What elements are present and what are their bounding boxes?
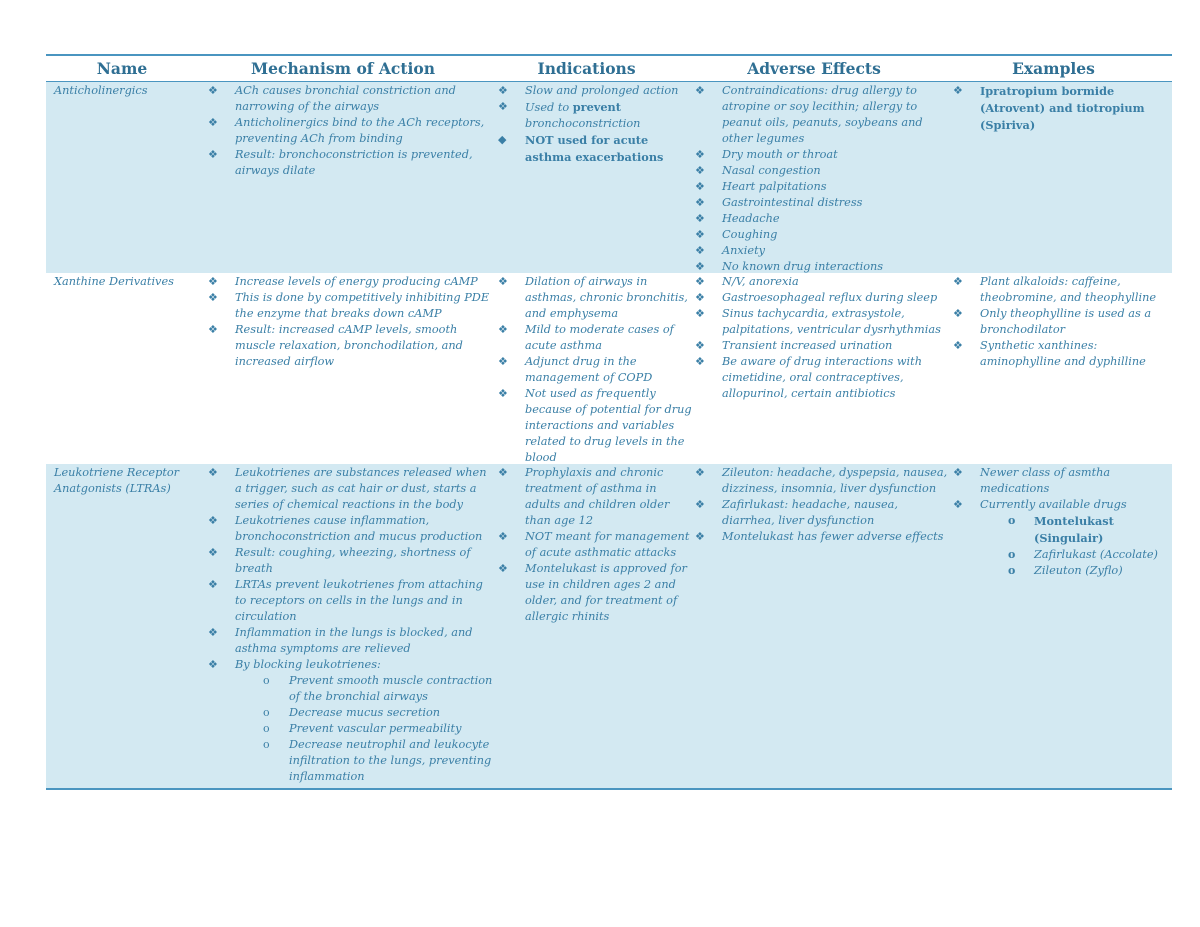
item-text: Leukotrienes cause inflammation, bronchoconstriction and mucus production [235,514,483,543]
item-text: Dry mouth or throat [722,148,838,161]
bullet-icon: ❖ [498,466,508,479]
item-text: Not used as frequently because of potential for drug interactions and variables related to drug levels in the blood [525,387,692,464]
sub-bullet-icon: o [1008,514,1016,527]
item-text: This is done by competitively inhibiting PDE the enzyme that breaks down cAMP [235,291,490,320]
list-item [693,306,951,338]
item-text: Nasal congestion [722,164,821,177]
bullet-icon: ❖ [695,307,705,320]
item-text: Be aware of drug interactions with cimetidine, oral contraceptives, allopurinol, certain antibiotics [722,355,922,400]
list-item [206,83,496,115]
list-item [496,83,693,99]
list-item [951,338,1172,370]
indications-cell [496,273,693,464]
item-text: Result: coughing, wheezing, shortness of breath [235,546,471,575]
list-item [951,306,1172,338]
item-text: Zafirlukast: headache, nausea, diarrhea, liver dysfunction [722,498,898,527]
list-item [951,497,1172,513]
item-text: Adjunct drug in the management of COPD [525,355,653,384]
item-text: Coughing [722,228,778,241]
list-item [693,147,951,163]
list-item [206,545,496,577]
item-text: Leukotrienes are substances released when a trigger, such as cat hair or dust, starts a series of chemical reactions in the body [235,466,487,511]
header-name: Name [96,59,148,78]
list-item [496,386,693,466]
list-item [206,577,496,625]
header-indications: Indications [537,59,636,78]
list-item [206,322,496,370]
bullet-icon: ❖ [208,84,218,97]
bullet-icon: ❖ [695,530,705,543]
sub-list-item [206,737,496,785]
indications-cell [496,82,693,273]
sub-list-item [951,563,1172,579]
item-text: Headache [722,212,780,225]
item-text: Sinus tachycardia, extrasystole, palpitations, ventricular dysrhythmias [722,307,941,336]
list-item [693,227,951,243]
item-text: Used to [525,101,573,114]
header-mechanism: Mechanism of Action [251,59,435,78]
item-text: LRTAs prevent leukotrienes from attaching to receptors on cells in the lungs and in circulation [235,578,483,623]
list-item [693,274,951,290]
list-item [206,274,496,290]
item-text: Contraindications: drug allergy to atropine or soy lecithin; allergy to peanut oils, peanuts, soybeans and other legumes [722,84,923,145]
sub-list-item [206,673,496,705]
list-item [693,497,951,529]
item-text: N/V, anorexia [722,275,799,288]
bullet-icon: ❖ [208,514,218,527]
item-text: Decrease neutrophil and leukocyte infiltration to the lungs, preventing inflammation [289,738,492,783]
bullet-icon: ❖ [695,164,705,177]
bullet-icon: ❖ [953,84,963,97]
list-item [693,338,951,354]
item-text: NOT meant for management of acute asthmatic attacks [525,530,690,559]
list-item [496,274,693,322]
bullet-icon: ❖ [498,84,508,97]
bullet-icon: ❖ [953,275,963,288]
item-text: Zileuton (Zyflo) [1034,564,1123,577]
item-text: Prevent vascular permeability [289,722,462,735]
list-item [206,290,496,322]
header-adverse-effects: Adverse Effects [747,59,881,78]
item-text: Increase levels of energy producing cAMP [235,275,478,288]
list-item [496,465,693,529]
bullet-icon: ❖ [695,466,705,479]
list-item [693,529,951,545]
bullet-icon: ❖ [695,275,705,288]
bullet-icon: ❖ [498,100,508,113]
bullet-icon: ❖ [208,291,218,304]
list-item [951,465,1172,497]
item-text: Zileuton: headache, dyspepsia, nausea, dizziness, insomnia, liver dysfunction [722,466,948,495]
item-text: Currently available drugs [980,498,1127,511]
item-text: Montelukast is approved for use in children ages 2 and older, and for treatment of allergic rhinits [525,562,687,623]
list-item [951,274,1172,306]
sub-bullet-icon: o [263,674,270,687]
bullet-icon: ❖ [953,307,963,320]
list-item [951,83,1172,134]
sub-bullet-icon: o [263,738,270,751]
sub-bullet-icon: o [263,722,270,735]
list-item [693,195,951,211]
list-item [693,354,951,402]
bullet-icon: ❖ [208,658,218,671]
list-item [496,132,693,166]
bullet-icon: ❖ [695,339,705,352]
item-text: Prevent smooth muscle contraction of the bronchial airways [289,674,493,703]
item-text: Transient increased urination [722,339,893,352]
list-item [206,657,496,673]
adverse-effects-cell [693,82,951,273]
item-text: Montelukast has fewer adverse effects [722,530,944,543]
bullet-icon: ❖ [208,546,218,559]
bullet-icon: ❖ [498,323,508,336]
list-item [496,99,693,132]
list-item [206,625,496,657]
list-item [496,354,693,386]
bullet-icon: ❖ [498,355,508,368]
drug-class-name: Xanthine Derivatives [54,275,174,288]
adverse-effects-cell [693,464,951,788]
item-text-bold: NOT used for acute asthma exacerbations [525,133,664,164]
item-text: Heart palpitations [722,180,827,193]
bullet-icon: ❖ [208,116,218,129]
item-text: No known drug interactions [722,260,884,273]
item-text: Slow and prolonged action [525,84,679,97]
list-item [693,211,951,227]
list-item [206,147,496,179]
bullet-icon: ❖ [498,387,508,400]
item-text: Gastrointestinal distress [722,196,863,209]
list-item [496,529,693,561]
mechanism-cell [206,82,496,273]
bullet-icon: ❖ [208,578,218,591]
item-text-bold: Montelukast (Singulair) [1034,514,1114,545]
bullet-icon: ❖ [208,275,218,288]
bullet-icon: ❖ [953,339,963,352]
sub-bullet-icon: o [1008,548,1016,561]
drug-class-name: Leukotriene Receptor Anatgonists (LTRAs) [54,466,180,495]
bullet-icon: ❖ [953,466,963,479]
bullet-icon: ◆ [498,133,507,146]
table-row [46,464,1172,788]
bullet-icon: ❖ [695,291,705,304]
item-text: Prophylaxis and chronic treatment of asthma in adults and children older than age 12 [525,466,670,527]
item-text: Gastroesophageal reflux during sleep [722,291,938,304]
item-text: Synthetic xanthines: aminophylline and dyphilline [980,339,1146,368]
sub-list-item [951,547,1172,563]
bullet-icon: ❖ [695,355,705,368]
item-text: Only theophylline is used as a bronchodilator [980,307,1152,336]
list-item [693,83,951,147]
bullet-icon: ❖ [695,244,705,257]
item-text-bold: prevent [572,100,621,114]
item-text: ACh causes bronchial constriction and narrowing of the airways [235,84,456,113]
item-text: Inflammation in the lungs is blocked, and asthma symptoms are relieved [235,626,473,655]
bullet-icon: ❖ [695,196,705,209]
sub-list-item [951,513,1172,547]
adverse-effects-cell [693,273,951,464]
bullet-icon: ❖ [695,212,705,225]
item-text: Dilation of airways in asthmas, chronic bronchitis, and emphysema [525,275,688,320]
bullet-icon: ❖ [695,228,705,241]
list-item [206,115,496,147]
table-row [46,82,1172,273]
bullet-icon: ❖ [498,275,508,288]
list-item [693,259,951,275]
item-text: Decrease mucus secretion [289,706,441,719]
item-text: Mild to moderate cases of acute asthma [525,323,674,352]
mechanism-cell [206,273,496,464]
item-text: bronchoconstriction [525,117,641,130]
examples-cell [951,82,1172,273]
bullet-icon: ❖ [208,148,218,161]
list-item [496,322,693,354]
examples-cell [951,464,1172,788]
bullet-icon: ❖ [695,148,705,161]
list-item [693,243,951,259]
list-item [693,163,951,179]
bullet-icon: ❖ [498,562,508,575]
indications-cell [496,464,693,788]
sub-bullet-icon: o [1008,564,1016,577]
table-header [46,56,1172,82]
list-item [693,179,951,195]
drug-table [46,54,1172,790]
bullet-icon: ❖ [498,530,508,543]
bullet-icon: ❖ [695,260,705,273]
item-text: Newer class of asmtha medications [980,466,1111,495]
drug-class-name: Anticholinergics [54,84,148,97]
header-examples: Examples [1012,59,1095,78]
sub-list-item [206,705,496,721]
item-text-bold: Ipratropium bormide (Atrovent) and tiotropium (Spiriva) [980,84,1145,132]
bullet-icon: ❖ [208,323,218,336]
item-text: Anxiety [722,244,766,257]
item-text: By blocking leukotrienes: [235,658,381,671]
examples-cell [951,273,1172,464]
table-row [46,273,1172,464]
bullet-icon: ❖ [953,498,963,511]
item-text: Result: bronchoconstriction is prevented, airways dilate [235,148,473,177]
item-text: Anticholinergics bind to the ACh receptors, preventing ACh from binding [235,116,485,145]
item-text: Result: increased cAMP levels, smooth muscle relaxation, bronchodilation, and increased airflow [235,323,463,368]
item-text: Zafirlukast (Accolate) [1034,548,1158,561]
sub-bullet-icon: o [263,706,270,719]
sub-list-item [206,721,496,737]
list-item [693,290,951,306]
mechanism-cell [206,464,496,788]
bullet-icon: ❖ [695,180,705,193]
list-item [206,465,496,513]
list-item [693,465,951,497]
bullet-icon: ❖ [695,498,705,511]
list-item [206,513,496,545]
list-item [496,561,693,625]
bullet-icon: ❖ [208,626,218,639]
bullet-icon: ❖ [695,84,705,97]
item-text: Plant alkaloids: caffeine, theobromine, and theophylline [980,275,1157,304]
bullet-icon: ❖ [208,466,218,479]
